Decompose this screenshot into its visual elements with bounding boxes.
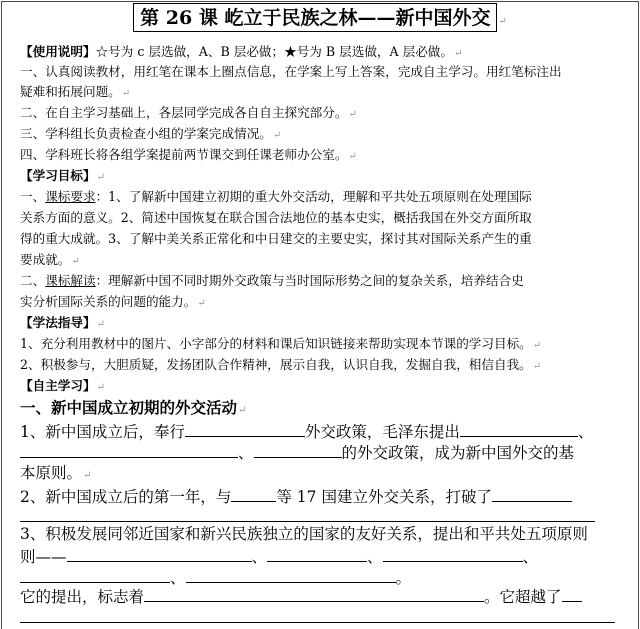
q3-line-1: 3、积极发展同邻近国家和新兴民族独立的国家的友好关系，提出和平共处五项原则 — [20, 525, 588, 543]
usage-item-3: 三、学科组长负责检查小组的学案完成情况。↵ — [20, 126, 282, 141]
blank-field[interactable] — [231, 485, 276, 502]
blank-field[interactable] — [492, 485, 572, 502]
q3-line-2: 则—— 、 、 、 — [20, 545, 636, 568]
goals-req-2: 关系方面的意义。2、简述中国恢复在联合国合法地位的基本史实，概括我国在外交方面所取 — [20, 210, 532, 225]
q3-line-5 — [20, 607, 636, 629]
q3-line-4: 它的提出，标志着 。它超越了 — [20, 585, 636, 608]
blank-field[interactable] — [20, 616, 615, 623]
blank-field[interactable] — [254, 441, 342, 458]
title-row — [0, 3, 640, 32]
goals-exp-2: 实分析国际关系的问题的能力。↵ — [20, 294, 206, 309]
blank-field[interactable] — [20, 441, 238, 458]
paragraph-mark-icon: ↵ — [498, 16, 507, 27]
blank-field[interactable] — [562, 585, 582, 602]
blank-field[interactable] — [185, 420, 305, 437]
blank-field[interactable] — [186, 566, 396, 583]
goals-heading: 【学习目标】↵ — [20, 168, 105, 183]
method-heading: 【学法指导】↵ — [20, 315, 105, 330]
usage-item-1: 一、认真阅读教材，用红笔在课本上圈点信息，在学案上写上答案，完成自主学习。用红笔标注出 — [20, 64, 562, 79]
blank-field[interactable] — [460, 420, 578, 437]
method-item-1: 1、充分利用教材中的图片、小字部分的材料和课后知识链接来帮助实现本节课的学习目标。↵ — [20, 336, 542, 351]
blank-field[interactable] — [383, 545, 523, 562]
lesson-title: 第 26 课 屹立于民族之林——新中国外交 — [133, 3, 497, 32]
usage-item-1b: 疑难和拓展问题。↵ — [20, 84, 131, 99]
usage-intro: 【使用说明】☆号为 c 层选做，A、B 层必做；★号为 B 层选做，A 层必做。↵ — [20, 44, 463, 59]
q1-line-3: 本原则。↵ — [20, 464, 92, 482]
usage-item-2: 二、在自主学习基础上，各层同学完成各自自主探究部分。↵ — [20, 105, 357, 120]
blank-field[interactable] — [67, 545, 252, 562]
goals-req-4: 要成就。↵ — [20, 252, 80, 267]
q3-line-3: 、 。 — [20, 566, 636, 589]
goals-req-3: 得的重大成就。3、了解中美关系正常化和中日建交的主要史实，探讨其对国际关系产生的重 — [20, 231, 532, 246]
blank-field[interactable] — [144, 585, 484, 602]
section-title: 一、新中国成立初期的外交活动↵ — [20, 398, 247, 417]
blank-field[interactable] — [20, 566, 170, 583]
goals-exp-1: 二、课标解读：理解新中国不同时期外交政策与当时国际形势之间的复杂关系，培养结合史 — [20, 273, 524, 288]
blank-field[interactable] — [20, 515, 595, 522]
self-study-heading: 【自主学习】↵ — [20, 378, 105, 393]
method-item-2: 2、积极参与，大胆质疑，发扬团队合作精神，展示自我，认识自我，发掘自我，相信自我。↵ — [20, 357, 542, 372]
blank-field[interactable] — [267, 545, 367, 562]
usage-item-4: 四、学科班长将各组学案提前两节课交到任课老师办公室。↵ — [20, 147, 357, 162]
goals-req-1: 一、课标要求：1、了解新中国建立初期的重大外交活动，理解和平共处五项原则在处理国际 — [20, 189, 532, 204]
q2-line: 2、新中国成立后的第一年，与 等 17 国建立外交关系，打破了 — [20, 485, 636, 508]
q1-line-2: 、 的外交政策，成为新中国外交的基 — [20, 441, 636, 464]
q1-line-1: 1、新中国成立后，奉行 外交政策，毛泽东提出 、 — [20, 420, 636, 443]
